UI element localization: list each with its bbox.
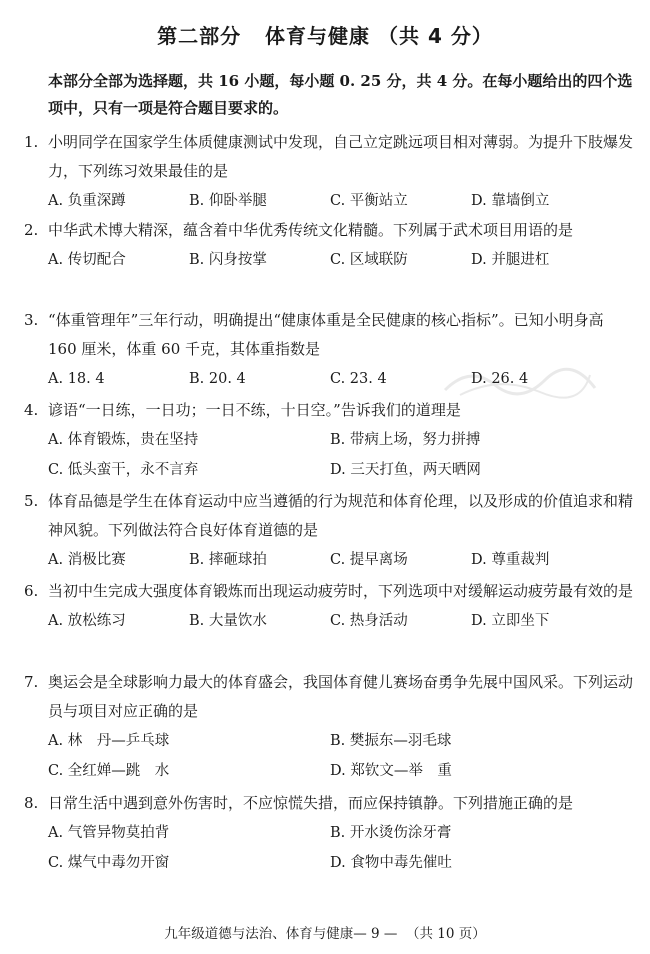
question-6 xyxy=(24,577,634,636)
option-d[interactable]: D. 并腿进杠 xyxy=(471,252,550,268)
question-8 xyxy=(24,789,634,878)
question-text: 体育品德是学生在体育运动中应当遵循的行为规范和体育伦理，以及形成的价值追求和精神风貌。下列做法符合良好体育道德的是 xyxy=(48,492,634,539)
options xyxy=(24,186,634,216)
options xyxy=(24,726,634,786)
option-d[interactable]: D. 靠墙倒立 xyxy=(471,193,550,209)
option-b[interactable]: B. 摔砸球拍 xyxy=(189,552,267,568)
options xyxy=(24,545,634,575)
options xyxy=(24,818,634,878)
question-number: 5. xyxy=(24,492,39,510)
question-5 xyxy=(24,487,634,575)
watermark-smudge xyxy=(440,360,600,400)
option-d[interactable]: D. 三天打鱼，两天晒网 xyxy=(330,462,481,478)
question-number: 4. xyxy=(24,401,39,419)
question-stem xyxy=(24,396,634,425)
question-stem xyxy=(24,216,634,245)
question-stem xyxy=(24,128,634,186)
question-number: 8. xyxy=(24,794,39,812)
option-c[interactable]: C. 煤气中毒勿开窗 xyxy=(48,855,170,871)
question-number: 1. xyxy=(24,133,39,151)
section-instructions: 本部分全部为选择题，共 16 小题，每小题 0. 25 分，共 4 分。在每小题给出的四个选项中，只有一项是符合题目要求的。 xyxy=(48,72,633,117)
option-b[interactable]: B. 仰卧举腿 xyxy=(189,193,267,209)
option-c[interactable]: C. 提早离场 xyxy=(330,552,408,568)
question-text: “体重管理年”三年行动，明确提出“健康体重是全民健康的核心指标”。已知小明身高 160 厘米，体重 60 千克，其体重指数是 xyxy=(48,311,604,358)
option-d[interactable]: D. 尊重裁判 xyxy=(471,552,550,568)
options xyxy=(24,425,634,485)
question-7 xyxy=(24,668,634,786)
options xyxy=(24,245,634,275)
option-c[interactable]: C. 区域联防 xyxy=(330,252,408,268)
option-b[interactable]: B. 闪身按掌 xyxy=(189,252,267,268)
option-c[interactable]: C. 热身活动 xyxy=(330,613,408,629)
option-b[interactable]: B. 20. 4 xyxy=(189,371,246,387)
question-1 xyxy=(24,128,634,216)
question-stem xyxy=(24,306,634,364)
option-a[interactable]: A. 气管异物莫拍背 xyxy=(48,825,170,841)
question-number: 7. xyxy=(24,673,39,691)
option-c[interactable]: C. 23. 4 xyxy=(330,371,387,387)
question-text: 当初中生完成大强度体育锻炼而出现运动疲劳时，下列选项中对缓解运动疲劳最有效的是 xyxy=(48,582,634,600)
question-4 xyxy=(24,396,634,485)
option-a[interactable]: A. 18. 4 xyxy=(48,371,105,387)
option-b[interactable]: B. 大量饮水 xyxy=(189,613,267,629)
option-d[interactable]: D. 郑钦文—举 重 xyxy=(330,763,452,779)
option-d[interactable]: D. 食物中毒先催吐 xyxy=(330,855,452,871)
option-b[interactable]: B. 樊振东—羽毛球 xyxy=(330,733,452,749)
option-a[interactable]: A. 负重深蹲 xyxy=(48,193,126,209)
question-stem xyxy=(24,487,634,545)
option-c[interactable]: C. 低头蛮干，永不言弃 xyxy=(48,462,199,478)
section-title: 第二部分 体育与健康 （共 4 分） xyxy=(157,24,493,48)
question-number: 2. xyxy=(24,221,39,239)
option-b[interactable]: B. 开水烫伤涂牙膏 xyxy=(330,825,452,841)
question-stem xyxy=(24,668,634,726)
option-d[interactable]: D. 26. 4 xyxy=(471,371,529,387)
question-text: 小明同学在国家学生体质健康测试中发现，自己立定跳远项目相对薄弱。为提升下肢爆发力，下列练习效果最佳的是 xyxy=(48,133,634,180)
option-a[interactable]: A. 林 丹—乒乓球 xyxy=(48,733,170,749)
question-text: 奥运会是全球影响力最大的体育盛会，我国体育健儿赛场奋勇争先展中国风采。下列运动员与项目对应正确的是 xyxy=(48,673,634,720)
option-a[interactable]: A. 传切配合 xyxy=(48,252,126,268)
option-a[interactable]: A. 消极比赛 xyxy=(48,552,126,568)
question-number: 6. xyxy=(24,582,39,600)
option-a[interactable]: A. 放松练习 xyxy=(48,613,126,629)
option-c[interactable]: C. 平衡站立 xyxy=(330,193,408,209)
question-text: 谚语“一日练，一日功；一日不练，十日空。”告诉我们的道理是 xyxy=(48,401,461,419)
question-stem xyxy=(24,789,634,818)
question-2 xyxy=(24,216,634,275)
question-number: 3. xyxy=(24,311,39,329)
option-d[interactable]: D. 立即坐下 xyxy=(471,613,550,629)
options xyxy=(24,606,634,636)
option-b[interactable]: B. 带病上场，努力拼搏 xyxy=(330,432,481,448)
question-text: 中华武术博大精深，蕴含着中华优秀传统文化精髓。下列属于武术项目用语的是 xyxy=(48,221,574,239)
page-footer: 九年级道德与法治、体育与健康— 9 — （共 10 页） xyxy=(164,926,486,942)
option-a[interactable]: A. 体育锻炼，贵在坚持 xyxy=(48,432,199,448)
question-text: 日常生活中遇到意外伤害时，不应惊慌失措，而应保持镇静。下列措施正确的是 xyxy=(48,794,574,812)
option-c[interactable]: C. 全红婵—跳 水 xyxy=(48,763,170,779)
question-stem xyxy=(24,577,634,606)
